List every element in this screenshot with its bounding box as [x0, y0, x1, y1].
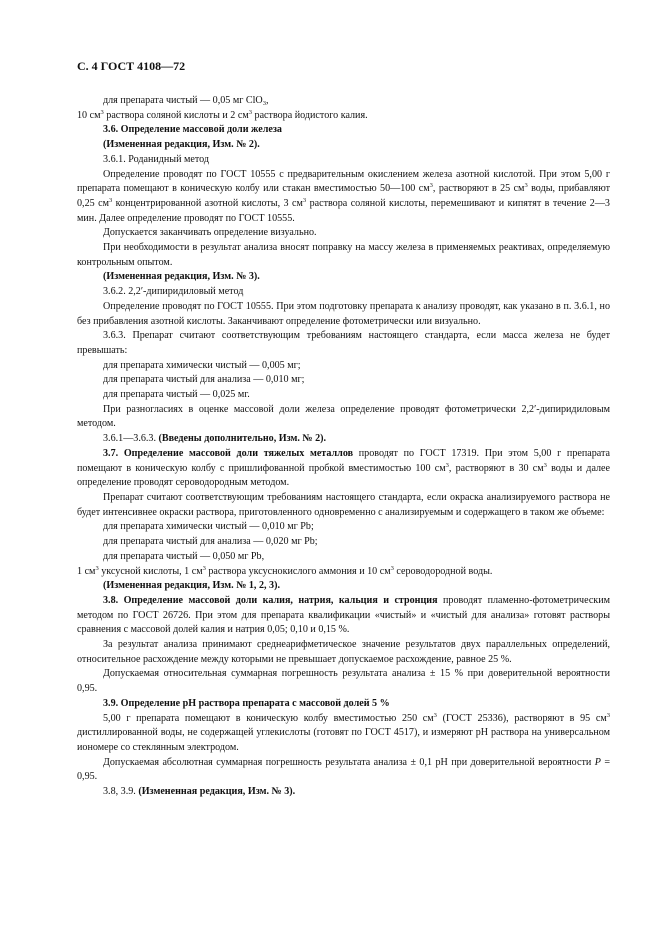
list-item: для препарата чистый для анализа — 0,010 мг;	[103, 374, 305, 386]
section-paragraph: 3.7. Определение массовой доли тяжелых металлов проводят по ГОСТ 17319. При этом 5,00 г препарата помещают в коническую колбу с пришлифованной пробкой вместимостью 100 $см^3$, растворяют в 30 $см^3$ воды и далее определение проводят сероводородным методом.	[77, 447, 611, 489]
paragraph: Препарат считают соответствующим требованиям настоящего стандарта, если окраска анализируемого раствора не будет интенсивнее окраски раствора, приготовленного одновременно с анализируемым и содержащего в таком же объеме:	[77, 491, 610, 518]
list-item: для препарата чистый — 0,025 мг.	[103, 389, 250, 401]
paragraph: При разногласиях в оценке массовой доли железа определение проводят фотометрически 2,2′-дипиридиловым методом.	[77, 403, 610, 430]
paragraph: 1 $см^3$ уксусной кислоты, 1 $см^3$ раствора уксуснокислого аммония и 10 $см^3$ сероводородной воды.	[77, 564, 493, 577]
paragraph: Определение проводят по ГОСТ 10555 с предварительным окислением железа азотной кислотой. При этом 5,00 г препарата помещают в коническую колбу или стакан вместимостью 50—100 $см^3$, растворяют в 25 $см^3$ воды, прибавляют 0,25 $см^3$ концентрированной азотной кислоты, 3 $см^3$ раствора соляной кислоты, перемешивают и кипятят в течение 2—3 мин. Далее определение проводят по ГОСТ 10555.	[77, 168, 611, 224]
paragraph: Допускается заканчивать определение визуально.	[103, 227, 317, 239]
paragraph: Допускаемая абсолютная суммарная погрешность результата анализа ± 0,1 pH при доверительной вероятности P = 0,95.	[77, 756, 611, 783]
paragraph: За результат анализа принимают среднеарифметическое значение результатов двух параллельных определений, относительное расхождение между которыми не превышает допускаемое расхождение, равное 25 %.	[77, 639, 610, 665]
list-item: для препарата чистый — 0,050 мг Pb,	[103, 550, 265, 562]
paragraph: для препарата чистый — 0,05 мг ClO$_3$,	[103, 95, 269, 107]
list-item: для препарата химически чистый — 0,010 мг Pb;	[103, 521, 314, 533]
list-item: для препарата химически чистый — 0,005 мг;	[103, 359, 301, 371]
amendment-note: 3.8, 3.9. (Измененная редакция, Изм. № 3).	[103, 786, 296, 798]
section-heading: 3.6. Определение массовой доли железа	[103, 124, 282, 136]
paragraph: 3.6.3. Препарат считают соответствующим требованиям настоящего стандарта, если масса железа не будет превышать:	[77, 330, 610, 356]
section-paragraph: 3.8. Определение массовой доли калия, натрия, кальция и стронция проводят пламенно-фотометрическим методом по ГОСТ 26726. При этом для препарата квалификации «чистый» и «чистый для анализа» готовят растворы сравнения с массовой долей калия и натрия 0,05; 0,10 и 0,15 %.	[77, 594, 611, 636]
amendment-note: (Измененная редакция, Изм. № 2).	[103, 139, 260, 151]
paragraph: Допускаемая относительная суммарная погрешность результата анализа ± 15 % при доверительной вероятности 0,95.	[77, 668, 610, 695]
paragraph: 10 $см^3$ раствора соляной кислоты и 2 $см^3$ раствора йодистого калия.	[77, 108, 368, 121]
amendment-note: (Измененная редакция, Изм. № 3).	[103, 271, 260, 283]
page-header: С. 4 ГОСТ 4108—72	[77, 59, 186, 73]
list-item: для препарата чистый для анализа — 0,020 мг Pb;	[103, 536, 318, 548]
section-heading: 3.9. Определение pH раствора препарата с массовой долей 5 %	[103, 697, 390, 709]
paragraph: 5,00 г препарата помещают в коническую колбу вместимостью 250 $см^3$ (ГОСТ 25336), растворяют в 95 $см^3$ дистиллированной воды, не содержащей углекислоты (готовят по ГОСТ 4517), и измеряют pH раствора на универсальном иономере со стеклянным электродом.	[77, 711, 610, 753]
subsection-heading: 3.6.1. Роданидный метод	[103, 153, 210, 165]
paragraph: Определение проводят по ГОСТ 10555. При этом подготовку препарата к анализу проводят, как указано в п. 3.6.1, но без прибавления азотной кислоты. Заканчивают определение фотометрически или визуально.	[77, 300, 610, 327]
paragraph: При необходимости в результат анализа вносят поправку на массу железа в применяемых реактивах, определяемую контрольным опытом.	[77, 242, 610, 268]
subsection-heading: 3.6.2. 2,2′-дипиридиловый метод	[103, 286, 244, 298]
amendment-note: 3.6.1—3.6.3. (Введены дополнительно, Изм. № 2).	[103, 433, 327, 445]
amendment-note: (Измененная редакция, Изм. № 1, 2, 3).	[103, 580, 280, 592]
document-body	[77, 94, 610, 800]
